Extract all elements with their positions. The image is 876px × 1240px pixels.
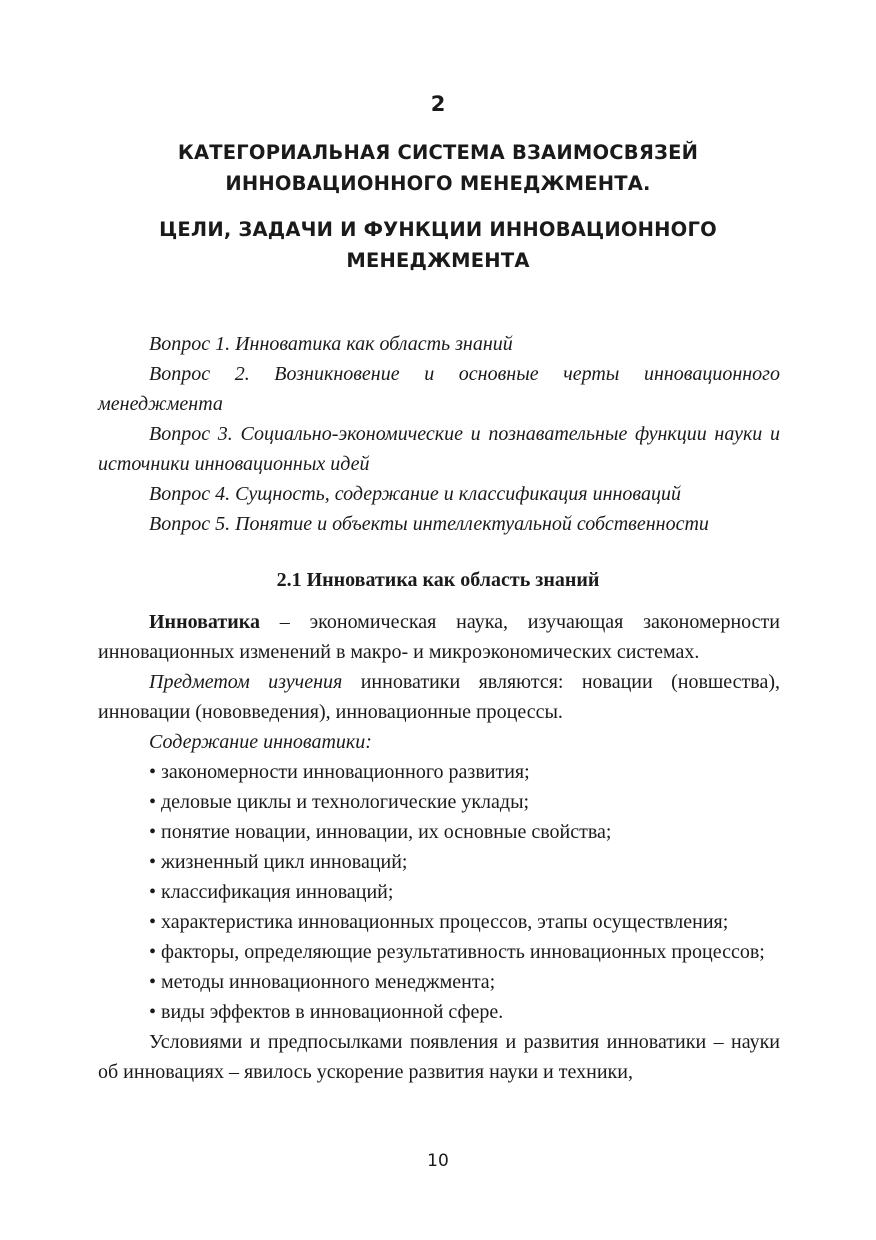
bullet-item: • понятие новации, инновации, их основные свойства;	[149, 821, 612, 843]
page-number: 10	[427, 1151, 449, 1171]
question-item: Вопрос 4. Сущность, содержание и классификация инноваций	[149, 483, 681, 505]
bullet-item: • факторы, определяющие результативность инновационных процессов;	[149, 941, 765, 963]
subject-paragraph	[98, 667, 780, 727]
chapter-title-line: ИННОВАЦИОННОГО МЕНЕДЖМЕНТА.	[225, 172, 651, 195]
question-item: Вопрос 3. Социально-экономические и познавательные функции науки и источники инновационных идей	[98, 423, 780, 475]
subject-text: инноватики являются: новации (новшества), инновации (нововведения), инновационные процессы.	[98, 671, 780, 723]
chapter-title-part-1	[0, 137, 876, 199]
chapter-title-part-2	[0, 214, 876, 276]
section-body	[98, 607, 780, 1087]
question-item: Вопрос 2. Возникновение и основные черты инновационного менеджмента	[98, 363, 780, 415]
chapter-title-line: ЦЕЛИ, ЗАДАЧИ И ФУНКЦИИ ИННОВАЦИОННОГО	[159, 218, 717, 241]
question-item: Вопрос 1. Инноватика как область знаний	[149, 333, 513, 355]
question-list	[98, 329, 780, 539]
bullet-item: • виды эффектов в инновационной сфере.	[149, 1001, 504, 1023]
bullet-item: • закономерности инновационного развития;	[149, 761, 530, 783]
definition-text: – экономическая наука, изучающая закономерности инновационных изменений в макро- и микроэкономических системах.	[98, 611, 780, 663]
bullet-item: • деловые циклы и технологические уклады;	[149, 791, 530, 813]
bullet-item: • методы инновационного менеджмента;	[149, 971, 496, 993]
chapter-title-line: МЕНЕДЖМЕНТА	[346, 249, 530, 272]
definition-term: Инноватика	[149, 611, 260, 633]
bullet-item: • жизненный цикл инноваций;	[149, 851, 408, 873]
content-heading: Содержание инноватики:	[149, 731, 372, 753]
question-item: Вопрос 5. Понятие и объекты интеллектуальной собственности	[149, 513, 709, 535]
chapter-number: 2	[430, 92, 446, 116]
definition-paragraph	[98, 607, 780, 667]
section-heading: 2.1 Инноватика как область знаний	[276, 569, 600, 591]
chapter-title-line: КАТЕГОРИАЛЬНАЯ СИСТЕМА ВЗАИМОСВЯЗЕЙ	[177, 141, 699, 164]
bullet-item: • характеристика инновационных процессов, этапы осуществления;	[149, 911, 729, 933]
subject-term: Предметом изучения	[149, 671, 343, 693]
bullet-item: • классификация инноваций;	[149, 881, 394, 903]
closing-paragraph: Условиями и предпосылками появления и развития инноватики – науки об инновациях – явилось ускорение развития науки и техники,	[98, 1031, 780, 1083]
